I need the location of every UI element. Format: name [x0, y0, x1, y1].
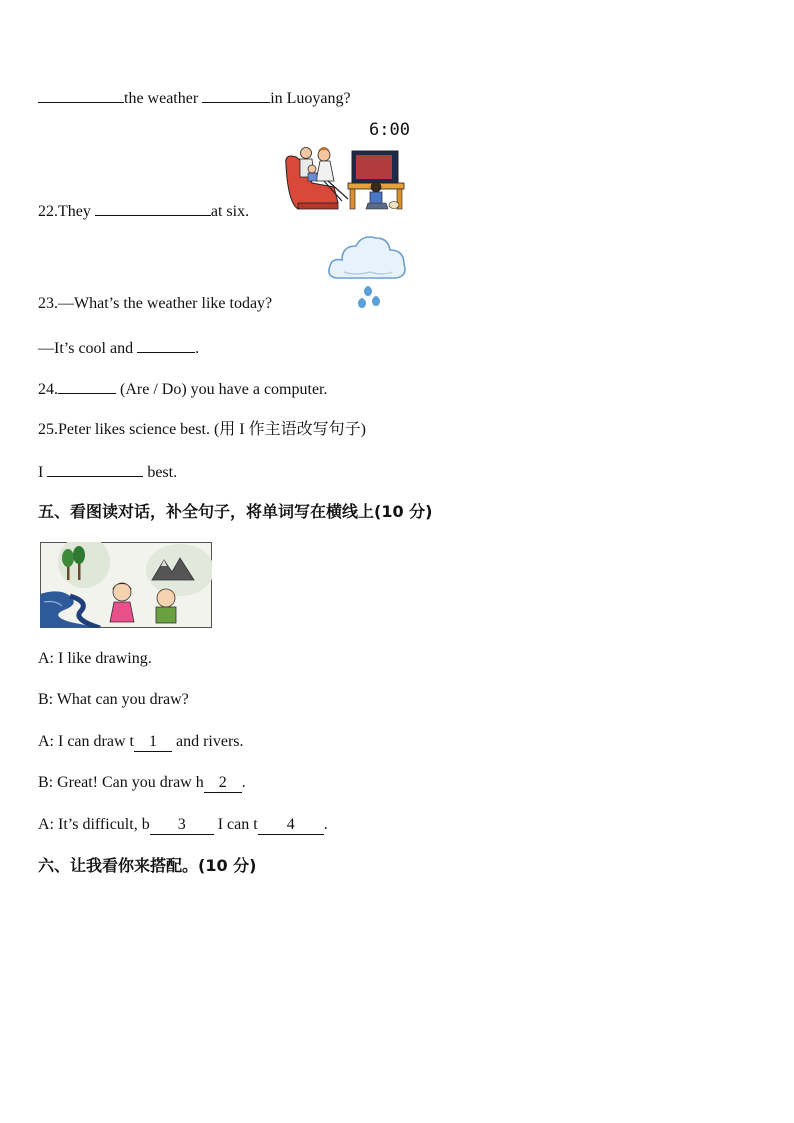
blank-number: 2 — [218, 774, 227, 791]
text: . — [241, 774, 246, 791]
answer-blank-4[interactable] — [258, 816, 324, 835]
dialogue-line-5 — [38, 815, 328, 835]
text: . — [323, 816, 328, 833]
text: I can t — [217, 816, 258, 833]
section-6-heading: 六、让我看你来搭配。(10 分) — [38, 856, 257, 875]
blank-number: 3 — [177, 816, 186, 833]
dialogue-line-4 — [38, 773, 246, 793]
question-23: 23.—What’s the weather like today? — [38, 295, 273, 312]
text: —It’s cool and — [38, 340, 134, 357]
text: best. — [147, 464, 178, 481]
clock-time: 6:00 — [369, 120, 410, 140]
family-watching-tv-illustration — [282, 143, 410, 213]
text: 22.They — [38, 203, 91, 220]
question-number: 24. — [38, 381, 58, 398]
text: in Luoyang? — [270, 90, 351, 107]
dialogue-line-2: B: What can you draw? — [38, 691, 189, 708]
answer-blank[interactable] — [58, 378, 116, 394]
question-25-answer — [38, 461, 177, 483]
children-drawing-illustration — [40, 542, 212, 628]
answer-blank[interactable] — [95, 200, 211, 216]
text: A: I can draw t — [38, 733, 134, 750]
question-23-answer — [38, 337, 199, 359]
text: the weather — [124, 90, 199, 107]
text: A: It’s difficult, b — [38, 816, 150, 833]
rain-cloud-icon — [326, 232, 410, 310]
text: at six. — [210, 203, 250, 220]
dialogue-line-1: A: I like drawing. — [38, 650, 152, 667]
answer-blank[interactable] — [38, 87, 124, 103]
question-22-line — [38, 200, 249, 222]
text: I — [38, 464, 44, 481]
dialogue-line-3 — [38, 732, 244, 752]
answer-blank-2[interactable] — [204, 774, 242, 793]
answer-blank[interactable] — [137, 337, 195, 353]
question-25: 25.Peter likes science best. (用 I 作主语改写句子) — [38, 421, 366, 438]
answer-blank-3[interactable] — [150, 816, 214, 835]
answer-blank[interactable] — [202, 87, 270, 103]
question-24-line — [38, 378, 327, 400]
text: . — [195, 340, 200, 357]
text: (Are / Do) you have a computer. — [120, 381, 328, 398]
blank-number: 4 — [286, 816, 295, 833]
blank-number: 1 — [148, 733, 157, 750]
answer-blank-1[interactable] — [134, 733, 172, 752]
text: and rivers. — [175, 733, 244, 750]
text: B: Great! Can you draw h — [38, 774, 204, 791]
section-5-heading: 五、看图读对话，补全句子，将单词写在横线上(10 分) — [38, 502, 433, 521]
answer-blank[interactable] — [47, 461, 143, 477]
question-21-line — [38, 87, 351, 109]
